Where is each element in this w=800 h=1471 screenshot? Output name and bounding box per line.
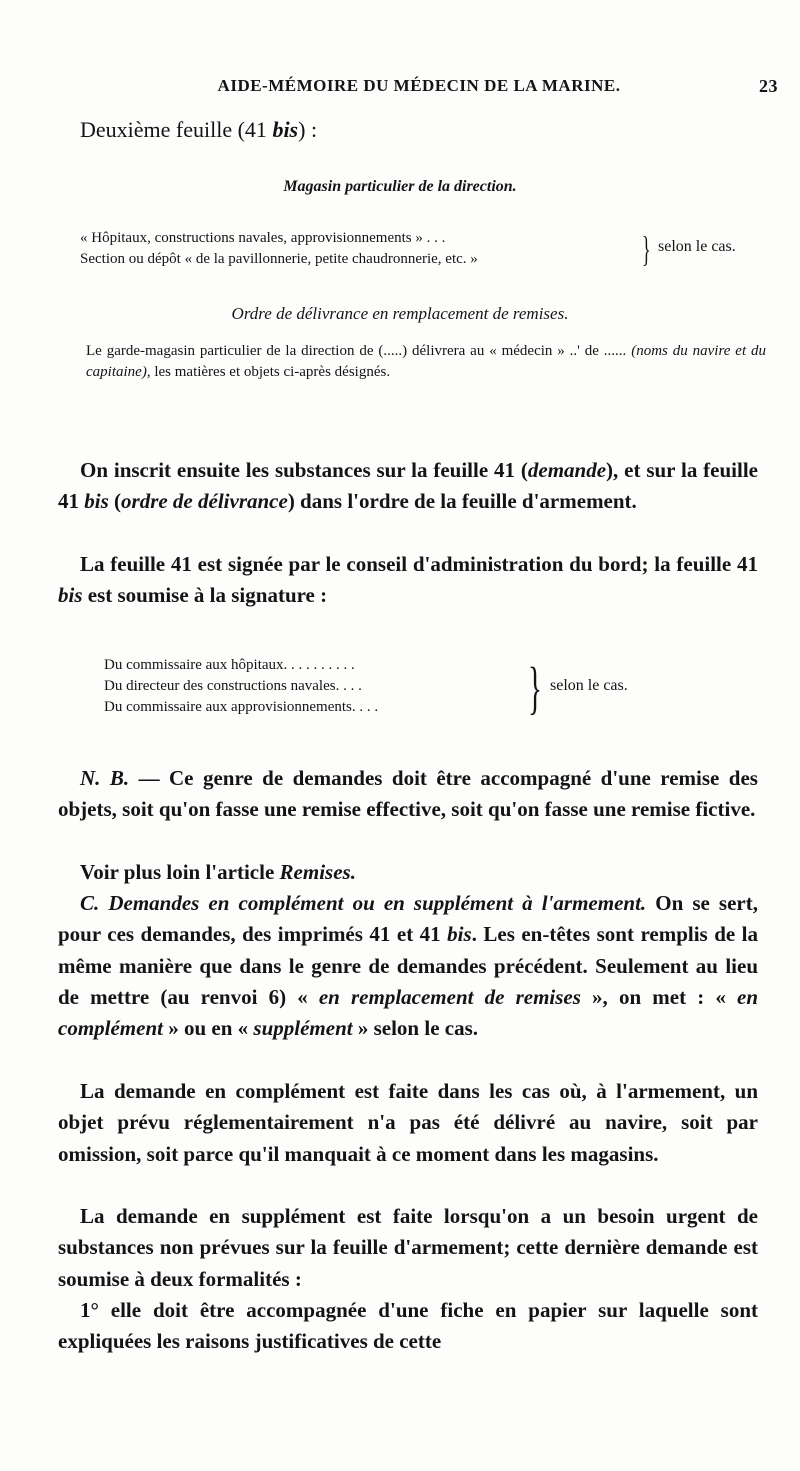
c-g: en complément xyxy=(58,984,758,1041)
signataire-line: Du commissaire aux hôpitaux. . . . . . . . . . xyxy=(104,657,355,673)
c-a: C. Demandes en complément ou en supplément à l'armement. xyxy=(80,891,647,915)
service-line: Section ou dépôt « de la pavillonnerie, petite chaudronnerie, etc. » xyxy=(80,251,478,267)
c-b: On se sert, pour ces demandes, des imprimés 41 et 41 xyxy=(58,891,758,947)
paragraph-c xyxy=(58,888,758,1044)
paragraph-nb xyxy=(58,763,758,826)
c-e: en remplacement de remises xyxy=(318,984,581,1009)
paragraph-inscrit xyxy=(58,455,758,518)
magasin-title: Magasin particulier de la direction. xyxy=(283,178,517,195)
garde-part1: Le garde-magasin particulier de la direction de (.....) délivrera au « médecin » ..' de ...... xyxy=(86,343,632,359)
fiche-text: 1° elle doit être accompagnée d'une fiche en papier sur laquelle sont expliquées les raisons justificatives de cette xyxy=(58,1298,758,1354)
heading-prefix: Deuxième feuille (41 xyxy=(80,117,273,142)
paragraph-fiche xyxy=(58,1295,758,1358)
brace-glyph: } xyxy=(642,229,651,269)
selon-le-cas-note: selon le cas. xyxy=(550,677,628,694)
paragraph-supplement xyxy=(58,1201,758,1295)
c-f: », on met : « xyxy=(580,984,737,1009)
paragraph-complement xyxy=(58,1076,758,1170)
nb-text: — Ce genre de demandes doit être accompagné d'une remise des objets, soit qu'on fasse une remise effective, soit qu'on fasse une remise fictive. xyxy=(58,766,758,822)
paragraph-signee xyxy=(58,549,758,612)
page-number: 23 xyxy=(759,76,778,96)
page-header xyxy=(60,76,778,102)
signataires-lines xyxy=(104,655,378,718)
c-h: » ou en « xyxy=(162,1016,254,1041)
supplement-text: La demande en supplément est faite lorsqu'on a un besoin urgent de substances non prévues sur la feuille d'armement; cette dernière demande est soumise à deux formalités : xyxy=(58,1204,758,1291)
inscrit-e: ( xyxy=(108,489,122,514)
brace-glyph: } xyxy=(528,655,542,720)
selon-le-cas-note: selon le cas. xyxy=(658,238,736,255)
services-lines xyxy=(80,228,478,270)
c-c: bis xyxy=(447,922,472,947)
running-title: AIDE-MÉMOIRE DU MÉDECIN DE LA MARINE. xyxy=(217,76,621,95)
section-heading xyxy=(80,117,317,143)
c-j: » selon le cas. xyxy=(352,1016,479,1041)
c-i: supplément xyxy=(253,1016,353,1041)
signee-b: bis xyxy=(58,583,83,608)
garde-italic: (noms du navire et du capitaine) xyxy=(86,343,766,380)
paragraph-voir xyxy=(58,857,758,888)
complement-text: La demande en complément est faite dans les cas où, à l'armement, un objet prévu réglementairement n'a pas été délivré au navire, soit par omission, soit parce qu'il manquait à ce moment dans les magasins. xyxy=(58,1079,758,1166)
garde-magasin-text xyxy=(86,341,766,383)
c-d: . Les en-têtes sont remplis de la même manière que dans le genre de demandes précédent. Seulement au lieu de mettre (au renvoi 6) « xyxy=(58,922,759,1009)
inscrit-f: ordre de délivrance xyxy=(121,489,288,514)
inscrit-d: bis xyxy=(84,489,109,514)
garde-part2: , les matières et objets ci-après désignés. xyxy=(146,364,391,380)
signataire-line: Du commissaire aux approvisionnements. . . . xyxy=(104,699,379,715)
inscrit-c: ), et sur la feuille 41 xyxy=(58,458,758,514)
nb-label: N. B. xyxy=(80,766,130,790)
service-line: « Hôpitaux, constructions navales, approvisionnements » . . . xyxy=(80,230,446,246)
heading-suffix: ) : xyxy=(298,117,318,142)
signee-a: La feuille 41 est signée par le conseil d'administration du bord; la feuille 41 xyxy=(80,552,758,576)
voir-b: Remises. xyxy=(279,860,356,884)
heading-italic: bis xyxy=(272,117,299,142)
signataire-line: Du directeur des constructions navales. . . . xyxy=(104,678,362,694)
inscrit-b: demande xyxy=(527,458,607,482)
voir-a: Voir plus loin l'article xyxy=(80,860,280,884)
inscrit-g: ) dans l'ordre de la feuille d'armement. xyxy=(287,489,637,514)
signee-c: est soumise à la signature : xyxy=(82,583,328,608)
inscrit-a: On inscrit ensuite les substances sur la feuille 41 ( xyxy=(80,458,528,482)
ordre-title: Ordre de délivrance en remplacement de remises. xyxy=(231,304,569,323)
